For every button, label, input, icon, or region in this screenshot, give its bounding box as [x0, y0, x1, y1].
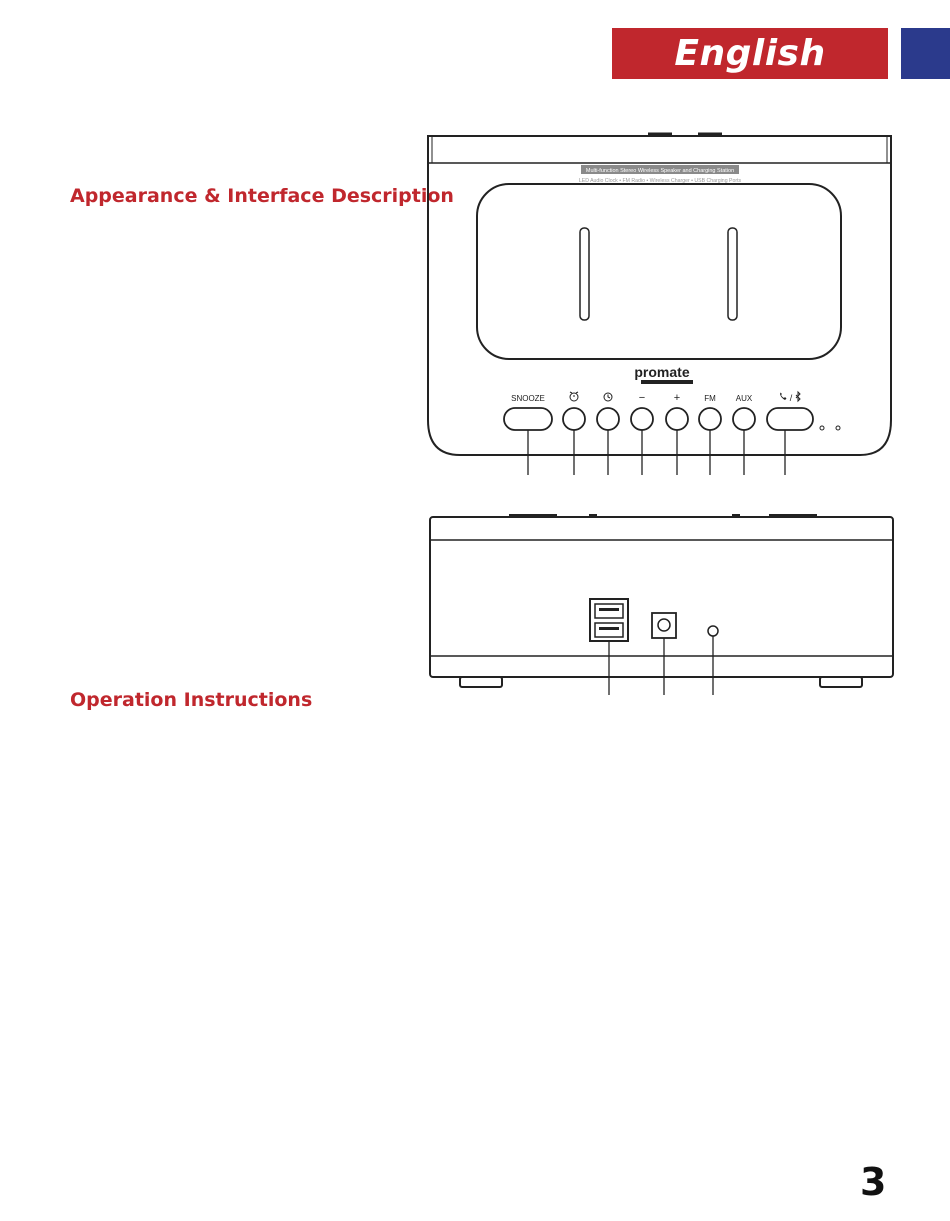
aux-label: AUX — [735, 394, 753, 403]
call-bt-separator: / — [789, 393, 793, 403]
plus-label: + — [673, 392, 681, 404]
fm-button[interactable] — [699, 408, 721, 430]
plus-button[interactable] — [666, 408, 688, 430]
clock-icon — [604, 393, 612, 401]
alarm-clock-icon — [570, 392, 578, 401]
fm-label: FM — [704, 394, 716, 403]
device-rear-diagram — [430, 514, 893, 687]
page-number: 3 — [860, 1160, 887, 1204]
minus-button[interactable] — [631, 408, 653, 430]
appearance-section-title: Appearance & Interface Description — [70, 185, 454, 207]
snooze-button[interactable] — [504, 408, 552, 430]
rear-callout-lines — [609, 636, 713, 695]
phone-icon — [780, 393, 787, 401]
call-bluetooth-button[interactable] — [767, 408, 813, 430]
indicator-light — [820, 426, 824, 430]
promate-logo: promate — [634, 364, 690, 380]
language-banner: English — [612, 28, 888, 79]
alarm-button[interactable] — [563, 408, 585, 430]
minus-label: − — [638, 392, 646, 404]
operation-section-title: Operation Instructions — [70, 689, 313, 711]
microphone-hole — [836, 426, 840, 430]
clock-button[interactable] — [597, 408, 619, 430]
device-features-label: LED Audio Clock • FM Radio • Wireless Charger • USB Charging Ports — [578, 178, 742, 184]
aux-button[interactable] — [733, 408, 755, 430]
snooze-label: SNOOZE — [511, 394, 545, 403]
device-top-label: Multi-function Stereo Wireless Speaker and Charging Station — [585, 168, 735, 174]
front-callout-lines — [528, 430, 785, 475]
bluetooth-icon — [796, 392, 800, 401]
